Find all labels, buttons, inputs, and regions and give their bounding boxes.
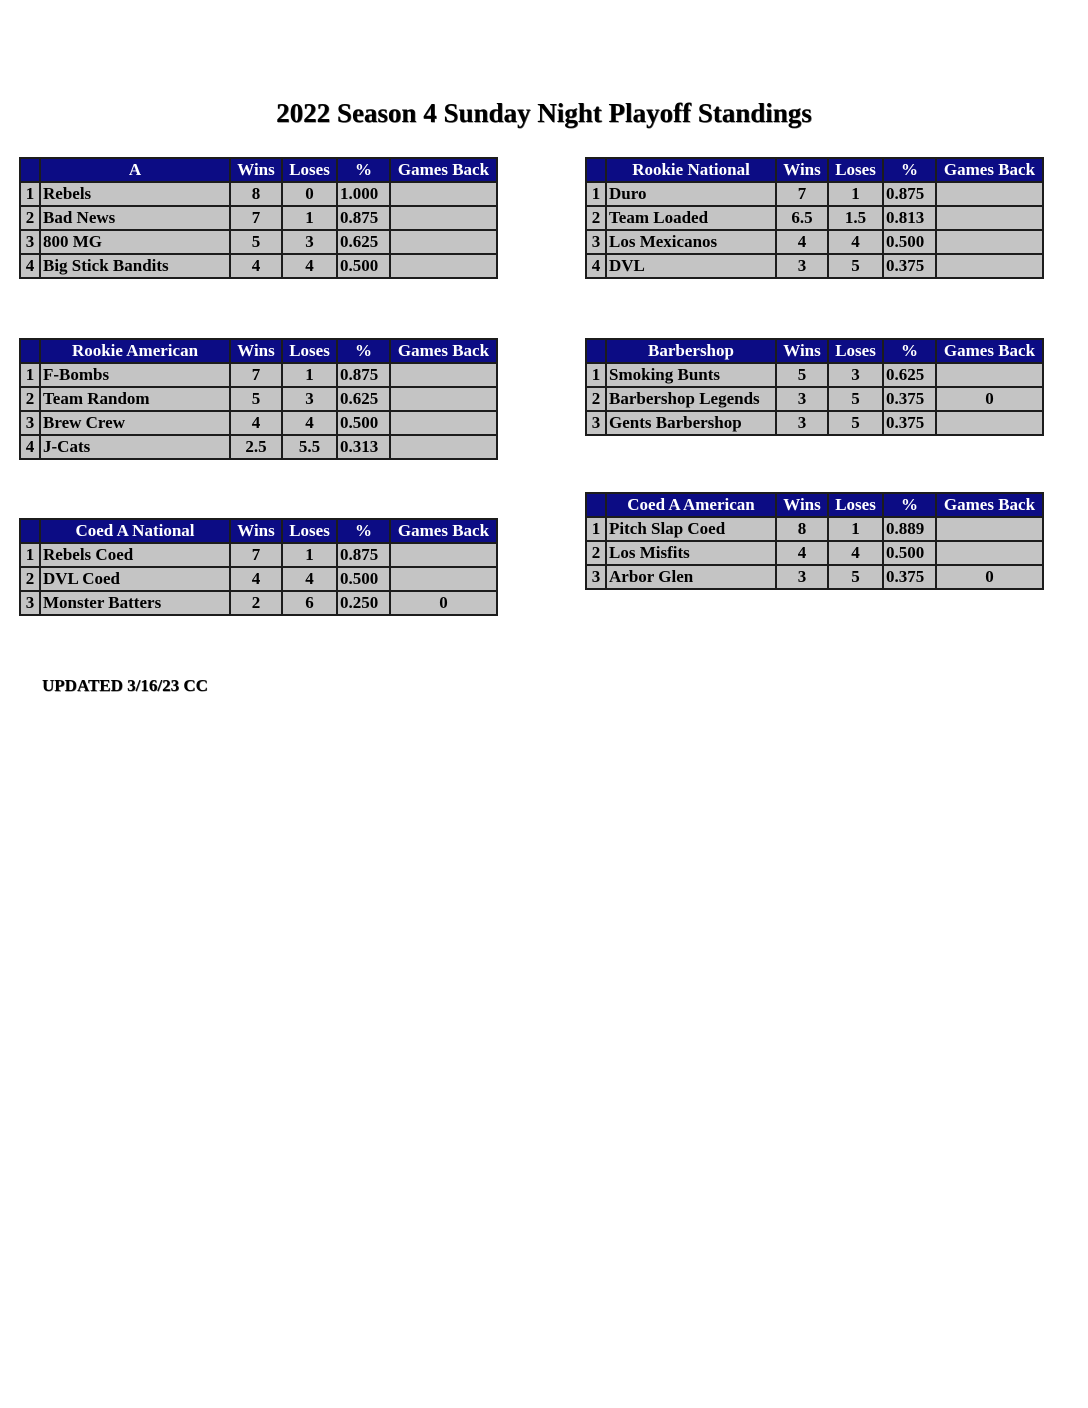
table-row [20,254,497,278]
team-name-cell: Brew Crew [40,411,230,435]
pct-header: % [883,158,936,182]
loses-cell: 6 [282,591,337,615]
loses-cell: 4 [282,567,337,591]
team-name-cell: Pitch Slap Coed [606,517,776,541]
pct-cell: 0.875 [337,543,390,567]
loses-cell: 1 [282,543,337,567]
team-name-cell: Rebels Coed [40,543,230,567]
wins-cell: 6.5 [776,206,828,230]
pct-header: % [337,339,390,363]
games-back-cell: 0 [390,591,497,615]
page-title: 2022 Season 4 Sunday Night Playoff Standings [276,98,812,128]
games-back-cell [936,363,1043,387]
pct-cell: 0.250 [337,591,390,615]
table-row [20,591,497,615]
table-row [586,206,1043,230]
wins-cell: 4 [230,254,282,278]
loses-cell: 4 [828,230,883,254]
rank-cell: 2 [586,206,606,230]
pct-cell: 0.375 [883,254,936,278]
pct-cell: 0.313 [337,435,390,459]
wins-cell: 7 [230,206,282,230]
wins-cell: 5 [230,230,282,254]
pct-cell: 0.875 [883,182,936,206]
pct-cell: 0.875 [337,363,390,387]
standings-table-barbershop [585,338,1044,436]
pct-header: % [883,339,936,363]
loses-cell: 4 [282,254,337,278]
division-header: Rookie National [606,158,776,182]
division-header: Coed A National [40,519,230,543]
pct-cell: 0.625 [337,230,390,254]
standings-table-a [19,157,498,279]
division-header: Rookie American [40,339,230,363]
table-row [586,517,1043,541]
pct-cell: 0.500 [337,254,390,278]
pct-cell: 0.625 [883,363,936,387]
team-name-cell: Los Mexicanos [606,230,776,254]
table-row [586,363,1043,387]
loses-cell: 1.5 [828,206,883,230]
team-name-cell: DVL Coed [40,567,230,591]
games-back-cell [390,363,497,387]
loses-cell: 5 [828,254,883,278]
wins-cell: 3 [776,411,828,435]
table-row [586,565,1043,589]
standings-table-coed-a-american [585,492,1044,590]
loses-cell: 4 [282,411,337,435]
table-row [586,230,1043,254]
table-row [20,206,497,230]
loses-cell: 1 [828,517,883,541]
team-name-cell: DVL [606,254,776,278]
pct-cell: 0.889 [883,517,936,541]
rank-cell: 2 [20,206,40,230]
loses-cell: 1 [282,363,337,387]
rank-header [20,339,40,363]
games-back-cell: 0 [936,387,1043,411]
rank-cell: 1 [586,182,606,206]
wins-cell: 8 [776,517,828,541]
games-back-cell [936,517,1043,541]
wins-cell: 3 [776,387,828,411]
pct-header: % [337,158,390,182]
pct-cell: 0.500 [337,567,390,591]
games-back-cell: 0 [936,565,1043,589]
wins-cell: 7 [230,543,282,567]
loses-cell: 1 [282,206,337,230]
rank-cell: 4 [20,254,40,278]
loses-cell: 3 [282,387,337,411]
wins-cell: 8 [230,182,282,206]
wins-cell: 5 [776,363,828,387]
wins-header: Wins [230,158,282,182]
rank-cell: 3 [20,411,40,435]
updated-note: UPDATED 3/16/23 CC [42,676,208,695]
loses-cell: 5.5 [282,435,337,459]
team-name-cell: Monster Batters [40,591,230,615]
table-row [20,411,497,435]
wins-header: Wins [776,339,828,363]
games-back-cell [390,230,497,254]
rank-header [586,339,606,363]
games-back-cell [390,254,497,278]
games-back-header: Games Back [390,519,497,543]
games-back-header: Games Back [936,158,1043,182]
header-row [20,339,497,363]
wins-cell: 2 [230,591,282,615]
loses-header: Loses [828,339,883,363]
team-name-cell: Rebels [40,182,230,206]
rank-header [20,519,40,543]
table-row [586,411,1043,435]
wins-cell: 7 [230,363,282,387]
wins-cell: 4 [230,411,282,435]
rank-cell: 2 [586,387,606,411]
loses-header: Loses [828,158,883,182]
loses-cell: 5 [828,387,883,411]
header-row [586,339,1043,363]
games-back-cell [390,567,497,591]
pct-header: % [883,493,936,517]
team-name-cell: Duro [606,182,776,206]
rank-cell: 2 [20,387,40,411]
wins-cell: 3 [776,565,828,589]
standings-table-rookie-american [19,338,498,460]
games-back-cell [390,543,497,567]
wins-header: Wins [230,519,282,543]
team-name-cell: Smoking Bunts [606,363,776,387]
header-row [586,158,1043,182]
pct-header: % [337,519,390,543]
wins-header: Wins [776,493,828,517]
standings-table-rookie-national [585,157,1044,279]
games-back-cell [390,435,497,459]
loses-header: Loses [828,493,883,517]
games-back-cell [936,411,1043,435]
loses-cell: 3 [282,230,337,254]
rank-cell: 3 [586,411,606,435]
games-back-header: Games Back [936,339,1043,363]
pct-cell: 1.000 [337,182,390,206]
header-row [586,493,1043,517]
pct-cell: 0.500 [337,411,390,435]
rank-cell: 3 [586,565,606,589]
rank-header [586,493,606,517]
standings-table-coed-a-national [19,518,498,616]
division-header: A [40,158,230,182]
pct-cell: 0.813 [883,206,936,230]
table-row [20,230,497,254]
rank-cell: 1 [20,363,40,387]
wins-cell: 3 [776,254,828,278]
pct-cell: 0.500 [883,541,936,565]
pct-cell: 0.875 [337,206,390,230]
wins-header: Wins [230,339,282,363]
games-back-cell [390,182,497,206]
wins-header: Wins [776,158,828,182]
wins-cell: 5 [230,387,282,411]
rank-header [20,158,40,182]
rank-cell: 3 [20,591,40,615]
division-header: Coed A American [606,493,776,517]
header-row [20,158,497,182]
team-name-cell: Arbor Glen [606,565,776,589]
table-row [20,363,497,387]
pct-cell: 0.375 [883,387,936,411]
loses-cell: 4 [828,541,883,565]
games-back-cell [936,182,1043,206]
wins-cell: 4 [776,230,828,254]
games-back-cell [390,387,497,411]
team-name-cell: 800 MG [40,230,230,254]
games-back-header: Games Back [936,493,1043,517]
rank-cell: 2 [20,567,40,591]
table-row [20,387,497,411]
loses-cell: 1 [828,182,883,206]
rank-cell: 1 [586,517,606,541]
games-back-cell [936,541,1043,565]
loses-cell: 3 [828,363,883,387]
rank-cell: 4 [586,254,606,278]
team-name-cell: Big Stick Bandits [40,254,230,278]
table-row [586,541,1043,565]
wins-cell: 4 [230,567,282,591]
table-row [586,254,1043,278]
rank-cell: 2 [586,541,606,565]
team-name-cell: Team Loaded [606,206,776,230]
rank-cell: 1 [20,182,40,206]
pct-cell: 0.375 [883,411,936,435]
pct-cell: 0.500 [883,230,936,254]
games-back-header: Games Back [390,339,497,363]
header-row [20,519,497,543]
team-name-cell: Gents Barbershop [606,411,776,435]
rank-cell: 4 [20,435,40,459]
team-name-cell: Los Misfits [606,541,776,565]
pct-cell: 0.625 [337,387,390,411]
loses-header: Loses [282,519,337,543]
rank-cell: 1 [586,363,606,387]
rank-cell: 3 [20,230,40,254]
loses-header: Loses [282,339,337,363]
team-name-cell: F-Bombs [40,363,230,387]
table-row [20,435,497,459]
loses-cell: 5 [828,565,883,589]
team-name-cell: J-Cats [40,435,230,459]
table-row [586,387,1043,411]
team-name-cell: Barbershop Legends [606,387,776,411]
games-back-cell [390,206,497,230]
table-row [586,182,1043,206]
table-row [20,182,497,206]
loses-cell: 0 [282,182,337,206]
wins-cell: 4 [776,541,828,565]
pct-cell: 0.375 [883,565,936,589]
team-name-cell: Team Random [40,387,230,411]
rank-cell: 1 [20,543,40,567]
rank-cell: 3 [586,230,606,254]
rank-header [586,158,606,182]
wins-cell: 7 [776,182,828,206]
games-back-header: Games Back [390,158,497,182]
wins-cell: 2.5 [230,435,282,459]
games-back-cell [936,230,1043,254]
games-back-cell [936,206,1043,230]
loses-header: Loses [282,158,337,182]
games-back-cell [390,411,497,435]
division-header: Barbershop [606,339,776,363]
loses-cell: 5 [828,411,883,435]
table-row [20,567,497,591]
team-name-cell: Bad News [40,206,230,230]
table-row [20,543,497,567]
games-back-cell [936,254,1043,278]
